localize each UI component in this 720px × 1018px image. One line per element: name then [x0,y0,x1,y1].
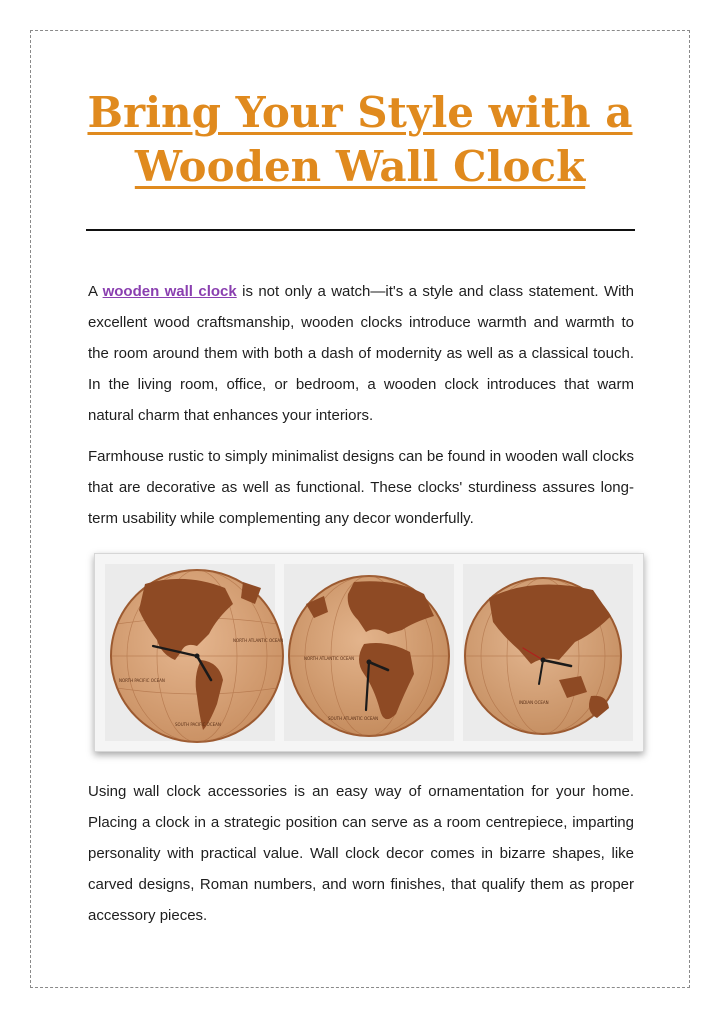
intro-body: is not only a watch—it's a style and class statement. With excellent wood craftsmanship, wooden clocks introduce warmth and warmth to the room around them with both a dash of modernity as well as a classical touch. In the living room, office, or bedroom, a wooden clock introduces that warm natural charm that enhances your interiors. [88,283,634,424]
clock2-label-0: NORTH ATLANTIC OCEAN [304,656,355,661]
clock3-label-0: INDIAN OCEAN [519,700,549,705]
clock-photo-europe-africa [284,564,454,741]
intro-paragraph [88,276,634,431]
page-title: Bring Your Style with a Wooden Wall Clock [87,88,633,191]
intro-prefix: A [88,283,103,300]
clock1-label-2: SOUTH PACIFIC OCEAN [175,722,221,727]
wooden-wall-clock-link[interactable]: wooden wall clock [102,283,237,300]
clock-photo-asia [463,564,633,741]
accessories-paragraph: Using wall clock accessories is an easy way of ornamentation for your home. Placing a clock in a strategic position can serve as a room centrepiece, imparting personality with practical value. Wall clock decor comes in bizarre shapes, like carved designs, Roman numbers, and worn finishes, that qualify them as proper accessory pieces. [88,783,634,924]
clock1-label-1: NORTH ATLANTIC OCEAN [233,638,284,643]
clock2-label-1: SOUTH ATLANTIC OCEAN [328,716,379,721]
wooden-clocks-photo [94,553,644,752]
title-divider [86,229,635,231]
clock1-label-0: NORTH PACIFIC OCEAN [119,678,165,683]
clock-photo-americas [105,564,284,741]
designs-paragraph: Farmhouse rustic to simply minimalist designs can be found in wooden wall clocks that are decorative as well as functional. These clocks' sturdiness assures long-term usability while complementing any decor wonderfully. [88,448,634,527]
